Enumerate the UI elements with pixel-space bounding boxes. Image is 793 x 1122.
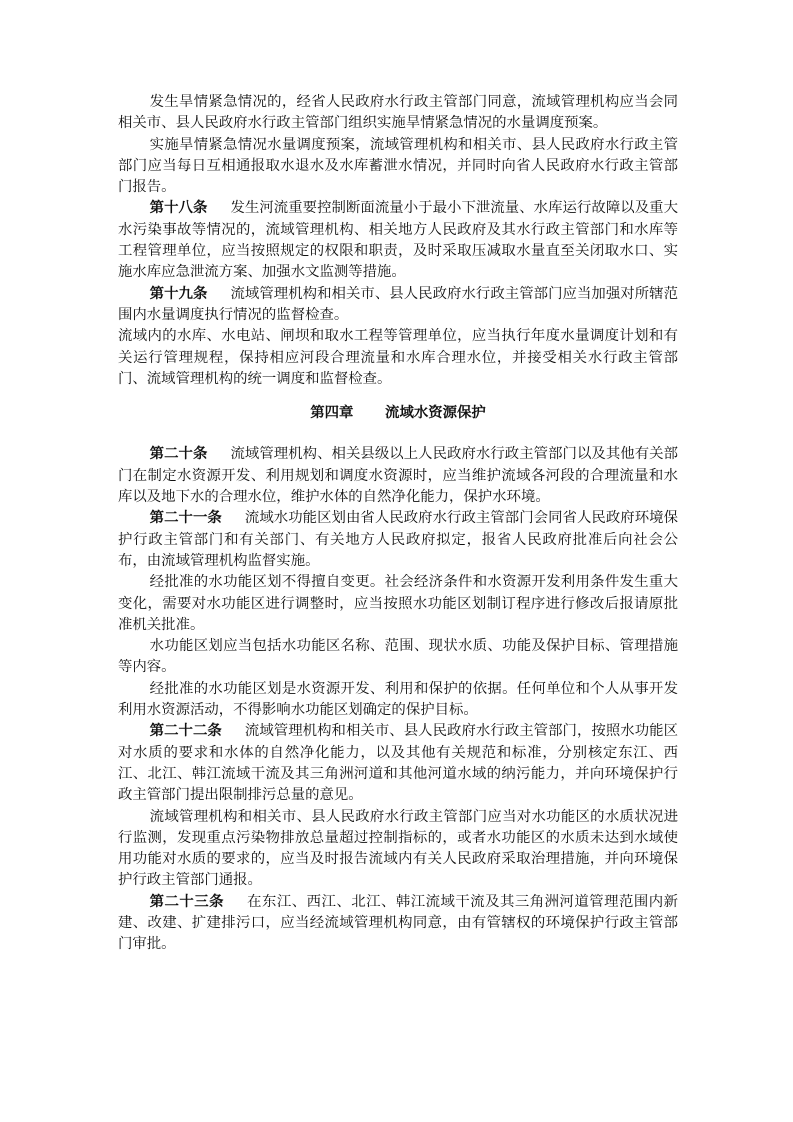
paragraph-drought-emergency: 发生旱情紧急情况的，经省人民政府水行政主管部门同意，流域管理机构应当会同相关市、县人民政府水行政主管部门组织实施旱情紧急情况的水量调度预案。 <box>118 94 678 132</box>
paragraph-article-19-management: 流域内的水库、水电站、闸坝和取水工程等管理单位，应当执行年度水量调度计划和有关运行管理规程，保持相应河段合理流量和水库合理水位，并接受相关水行政主管部门、流域管理机构的统一调度和监督检查。 <box>118 328 678 387</box>
paragraph-zoning-basis: 经批准的水功能区划是水资源开发、利用和保护的依据。任何单位和个人从事开发利用水资源活动，不得影响水功能区划确定的保护目标。 <box>118 680 678 719</box>
article-19-label: 第十九条 <box>149 285 208 302</box>
paragraph-water-quality-monitoring: 流域管理机构和相关市、县人民政府水行政主管部门应当对水功能区的水质状况进行监测，发现重点污染物排放总量超过控制指标的，或者水功能区的水质未达到水域使用功能对水质的要求的，应当及时报告流域内有关人民政府采取治理措施，并向环境保护行政主管部门通报。 <box>118 808 678 889</box>
article-19-text: 流域管理机构和相关市、县人民政府水行政主管部门应当加强对所辖范围内水量调度执行情况的监督检查。 <box>118 285 678 323</box>
article-21-label: 第二十一条 <box>149 510 222 527</box>
paragraph-drought-plan-reporting: 实施旱情紧急情况水量调度预案，流域管理机构和相关市、县人民政府水行政主管部门应当每日互相通报取水退水及水库蓄泄水情况，并同时向省人民政府水行政主管部门报告。 <box>118 136 678 196</box>
article-20-text: 流域管理机构、相关县级以上人民政府水行政主管部门以及其他有关部门在制定水资源开发、利用规划和调度水资源时，应当维护流域各河段的合理流量和水库以及地下水的合理水位，维护水体的自然净化能力，保护水环境。 <box>118 446 678 506</box>
article-22 <box>118 721 678 806</box>
article-23 <box>118 892 678 956</box>
article-20-label: 第二十条 <box>149 446 208 463</box>
paragraph-zoning-content: 水功能区划应当包括水功能区名称、范围、现状水质、功能及保护目标、管理措施等内容。 <box>118 638 678 676</box>
document-body <box>118 92 678 956</box>
article-22-label: 第二十二条 <box>149 723 222 740</box>
article-18-label: 第十八条 <box>149 200 208 217</box>
chapter-heading <box>118 403 678 424</box>
chapter-number: 第四章 <box>310 405 354 422</box>
paragraph-zoning-change: 经批准的水功能区划不得擅自变更。社会经济条件和水资源开发利用条件发生重大变化，需要对水功能区进行调整时，应当按照水功能区划制订程序进行修改后报请原批准机关批准。 <box>118 574 678 633</box>
article-18-text: 发生河流重要控制断面流量小于最小下泄流量、水库运行故障以及重大水污染事故等情况的，流域管理机构、相关地方人民政府及其水行政主管部门和水库等工程管理单位，应当按照规定的权限和职责，及时采取压减取水量直至关闭取水口、实施水库应急泄流方案、加强水文监测等措施。 <box>118 200 678 281</box>
article-18 <box>118 198 678 283</box>
article-23-label: 第二十三条 <box>149 893 225 910</box>
article-21-text: 流域水功能区划由省人民政府水行政主管部门会同省人民政府环境保护行政主管部门和有关部门、有关地方人民政府拟定，报省人民政府批准后向社会公布，由流域管理机构监督实施。 <box>118 510 678 569</box>
article-22-text: 流域管理机构和相关市、县人民政府水行政主管部门，按照水功能区对水质的要求和水体的自然净化能力，以及其他有关规范和标准，分别核定东江、西江、北江、韩江流域干流及其三角洲河道和其他河道水域的纳污能力，并向环境保护行政主管部门提出限制排污总量的意见。 <box>118 723 678 804</box>
article-23-text: 在东江、西江、北江、韩江流域干流及其三角洲河道管理范围内新建、改建、扩建排污口，应当经流域管理机构同意，由有管辖权的环境保护行政主管部门审批。 <box>118 893 678 953</box>
article-19 <box>118 284 678 327</box>
article-21 <box>118 508 678 572</box>
chapter-title: 流域水资源保护 <box>385 405 486 422</box>
article-20 <box>118 444 678 508</box>
